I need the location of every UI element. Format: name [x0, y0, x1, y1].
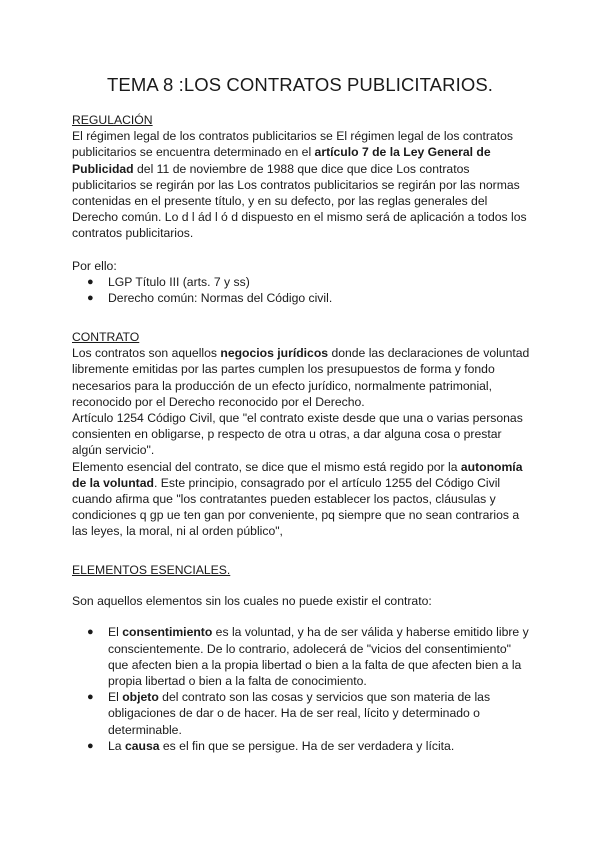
heading-contrato: CONTRATO [72, 330, 140, 344]
text-run: Elemento esencial del contrato, se dice que el mismo está regido por la [72, 459, 461, 474]
elementos-intro: Son aquellos elementos sin los cuales no puede existir el contrato: [72, 594, 432, 609]
list-item-text: LGP Título III (arts. 7 y ss) [108, 275, 250, 290]
por-ello-label: Por ello: [72, 258, 117, 273]
section-contrato [72, 329, 530, 540]
paragraph-regulacion [72, 128, 530, 241]
text-run: del 11 de noviembre de 1988 que dice que dice Los contratos publicitarios se regirán por las Los contratos publicitarios se regirán por las normas contenidas en el presente título, y en su defecto, por las reglas generales del Derecho común. Lo d l ád l ó d dispuesto en el mismo será de aplicación a todos los contratos publicitarios. [72, 161, 527, 241]
bold-term: negocios jurídicos [220, 346, 329, 361]
list-item-text: Derecho común: Normas del Código civil. [108, 291, 333, 306]
bold-term: objeto [122, 690, 159, 705]
text-run: . Este principio, consagrado por el artículo 1255 del Código Civil cuando afirma que "los contratantes pueden establecer los pactos, cláusulas y condiciones q gp ue ten gan por conveniente, pq siempre que no sean contrarios a las leyes, la moral, ni al orden público", [72, 475, 520, 539]
bullet-icon: ● [87, 292, 94, 305]
bold-term: causa [124, 738, 160, 753]
regulacion-list [72, 274, 530, 306]
section-elementos [72, 562, 530, 754]
bullet-icon: ● [87, 626, 94, 639]
bullet-icon: ● [87, 739, 94, 752]
heading-elementos: ELEMENTOS ESENCIALES. [72, 563, 231, 577]
list-item [72, 689, 530, 738]
text-run: es la voluntad, y ha de ser válida y haberse emitido libre y conscientemente. De lo contrario, adolecerá de "vicios del consentimiento" que afecten bien a la propia libertad o bien a la falta de que afecten bien a la propia libertad o bien a la falta de conocimiento. [108, 625, 529, 689]
list-item [72, 274, 530, 290]
text-run: El [108, 625, 123, 640]
bold-reference: artículo 7 de la Ley General de Publicidad [72, 145, 491, 176]
text-run: El régimen legal de los contratos publicitarios se El régimen legal de los contratos publicitarios se encuentra determinado en el [72, 129, 514, 160]
heading-regulacion: REGULACIÓN [72, 113, 153, 127]
page-title: TEMA 8 :LOS CONTRATOS PUBLICITARIOS. [106, 74, 493, 95]
section-regulacion [72, 112, 530, 306]
text-run: donde las declaraciones de voluntad libremente emitidas por las partes cumplen los presupuestos de forma y fondo necesarios para la producción de un efecto jurídico, normalmente patrimonial, reconocido por el Derecho reconocido por el Derecho. [72, 346, 530, 409]
list-item [72, 738, 530, 754]
bold-term: autonomía de la voluntad [72, 459, 523, 490]
list-item [72, 624, 530, 689]
paragraph-contrato-3 [72, 459, 530, 540]
text-run: del contrato son las cosas y servicios que son materia de las obligaciones de dar o de hacer. Ha de ser real, lícito y determinado o determinable. [108, 690, 491, 737]
text-run: es el fin que se persigue. Ha de ser verdadera y lícita. [159, 738, 455, 753]
paragraph-contrato-1 [72, 345, 530, 410]
elementos-list [72, 624, 530, 754]
bullet-icon: ● [87, 691, 94, 704]
paragraph-contrato-2: Artículo 1254 Código Civil, que "el contrato existe desde que una o varias personas consienten en obligarse, p respecto de otra u otras, a dar alguna cosa o prestar algún servicio". [72, 411, 523, 458]
text-run: El [108, 690, 123, 705]
bullet-icon: ● [87, 276, 94, 289]
bold-term: consentimiento [122, 625, 213, 640]
list-item [72, 290, 530, 306]
text-run: Los contratos son aquellos [72, 346, 221, 361]
text-run: La [108, 738, 125, 753]
